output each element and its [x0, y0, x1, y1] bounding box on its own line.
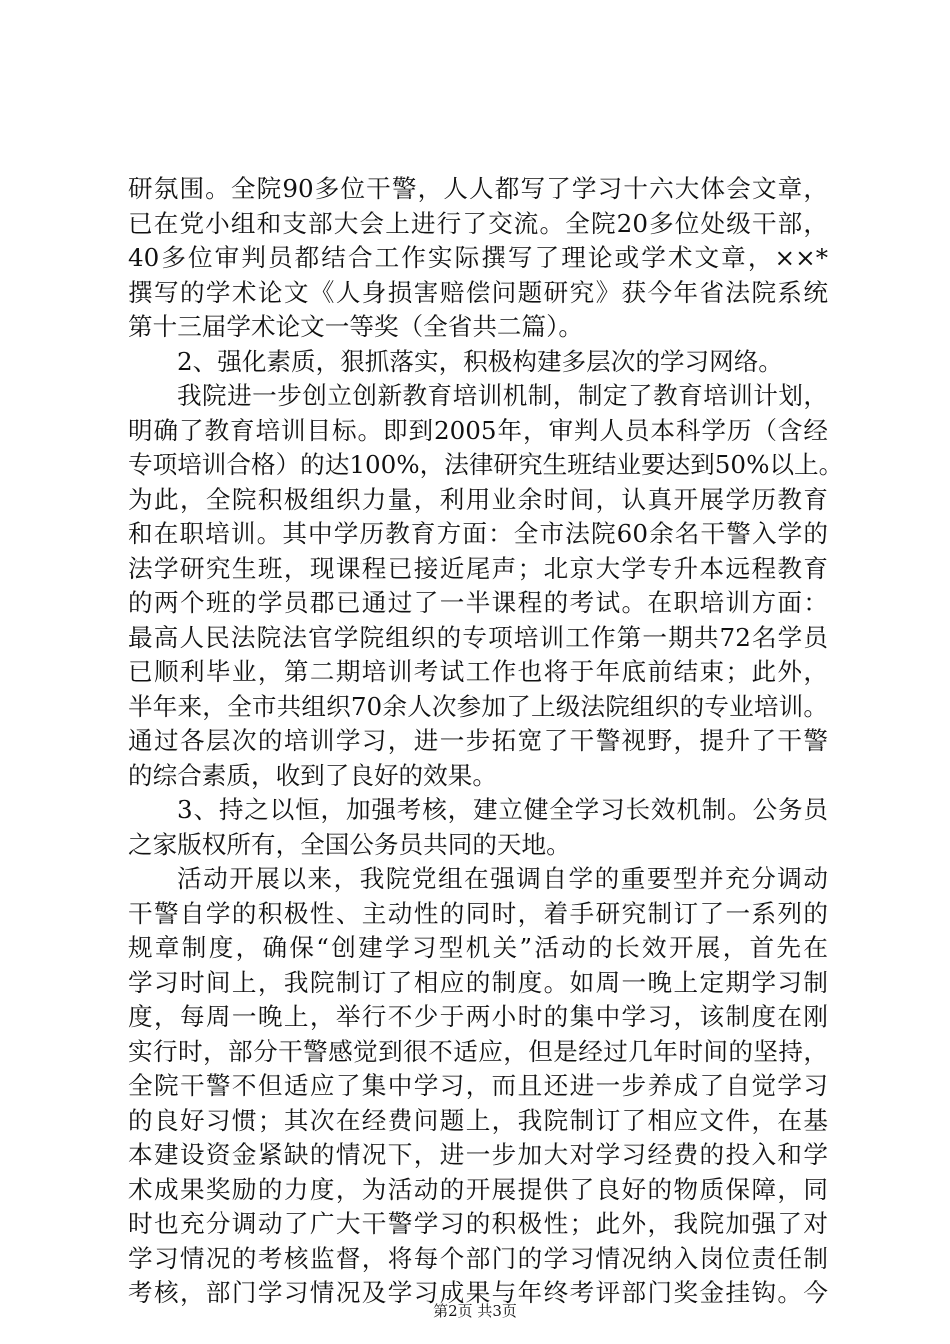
body-line: 全院干警不但适应了集中学习，而且还进一步养成了自觉学习 [128, 1071, 828, 1100]
body-line: 活动开展以来，我院党组在强调自学的重要型并充分调动 [177, 864, 828, 893]
body-line: 度，每周一晚上，举行不少于两小时的集中学习，该制度在刚 [128, 1002, 828, 1031]
body-line: 专项培训合格）的达100%，法律研究生班结业要达到50%以上。 [128, 450, 844, 479]
document-body [128, 172, 844, 1311]
body-line: 40多位审判员都结合工作实际撰写了理论或学术文章，××* [128, 243, 828, 272]
body-line: 考核，部门学习情况及学习成果与年终考评部门奖金挂钩。今 [128, 1278, 828, 1307]
body-line: 术成果奖励的力度，为活动的开展提供了良好的物质保障，同 [128, 1174, 828, 1204]
body-line: 最高人民法院法官学院组织的专项培训工作第一期共72名学员 [128, 622, 828, 652]
body-line: 的两个班的学员郡已通过了一半课程的考试。在职培训方面： [128, 588, 828, 617]
body-line: 学习时间上，我院制订了相应的制度。如周一晚上定期学习制 [128, 967, 828, 997]
body-line: 时也充分调动了广大干警学习的积极性；此外，我院加强了对 [128, 1209, 828, 1238]
section-heading: 3、持之以恒，加强考核，建立健全学习长效机制。公务员 [177, 795, 828, 824]
body-line: 和在职培训。其中学历教育方面：全市法院60余名干警入学的 [128, 519, 828, 548]
body-line: 法学研究生班，现课程已接近尾声；北京大学专升本远程教育 [128, 553, 828, 583]
body-line: 通过各层次的培训学习，进一步拓宽了干警视野，提升了干警 [128, 726, 828, 755]
page-number: 第2页 共3页 [433, 1302, 517, 1320]
body-line: 之家版权所有，全国公务员共同的天地。 [128, 829, 571, 859]
body-line: 的综合素质，收到了良好的效果。 [128, 760, 497, 790]
body-line: 我院进一步创立创新教育培训机制，制定了教育培训计划， [177, 381, 828, 410]
section-heading: 2、强化素质，狠抓落实，积极构建多层次的学习网络。 [177, 346, 783, 376]
body-line: 为此，全院积极组织力量，利用业余时间，认真开展学历教育 [128, 484, 828, 514]
body-line: 干警自学的积极性、主动性的同时，着手研究制订了一系列的 [128, 898, 828, 928]
body-line: 明确了教育培训目标。即到2005年，审判人员本科学历（含经 [128, 415, 828, 445]
body-line: 已在党小组和支部大会上进行了交流。全院20多位处级干部， [128, 208, 828, 238]
body-line: 的良好习惯；其次在经费问题上，我院制订了相应文件，在基 [128, 1105, 828, 1135]
body-line: 实行时，部分干警感觉到很不适应，但是经过几年时间的坚持， [128, 1036, 828, 1066]
body-line: 撰写的学术论文《人身损害赔偿问题研究》获今年省法院系统 [128, 277, 828, 307]
body-line: 学习情况的考核监督，将每个部门的学习情况纳入岗位责任制 [128, 1243, 828, 1273]
body-line: 规章制度，确保“创建学习型机关”活动的长效开展，首先在 [128, 933, 828, 962]
body-line: 半年来，全市共组织70余人次参加了上级法院组织的专业培训。 [128, 691, 828, 721]
body-line: 已顺利毕业，第二期培训考试工作也将于年底前结束；此外， [128, 657, 828, 686]
body-line: 研氛围。全院90多位干警，人人都写了学习十六大体会文章， [128, 174, 828, 203]
body-line: 本建设资金紧缺的情况下，进一步加大对学习经费的投入和学 [128, 1140, 828, 1169]
body-line: 第十三届学术论文一等奖（全省共二篇）。 [128, 312, 583, 341]
